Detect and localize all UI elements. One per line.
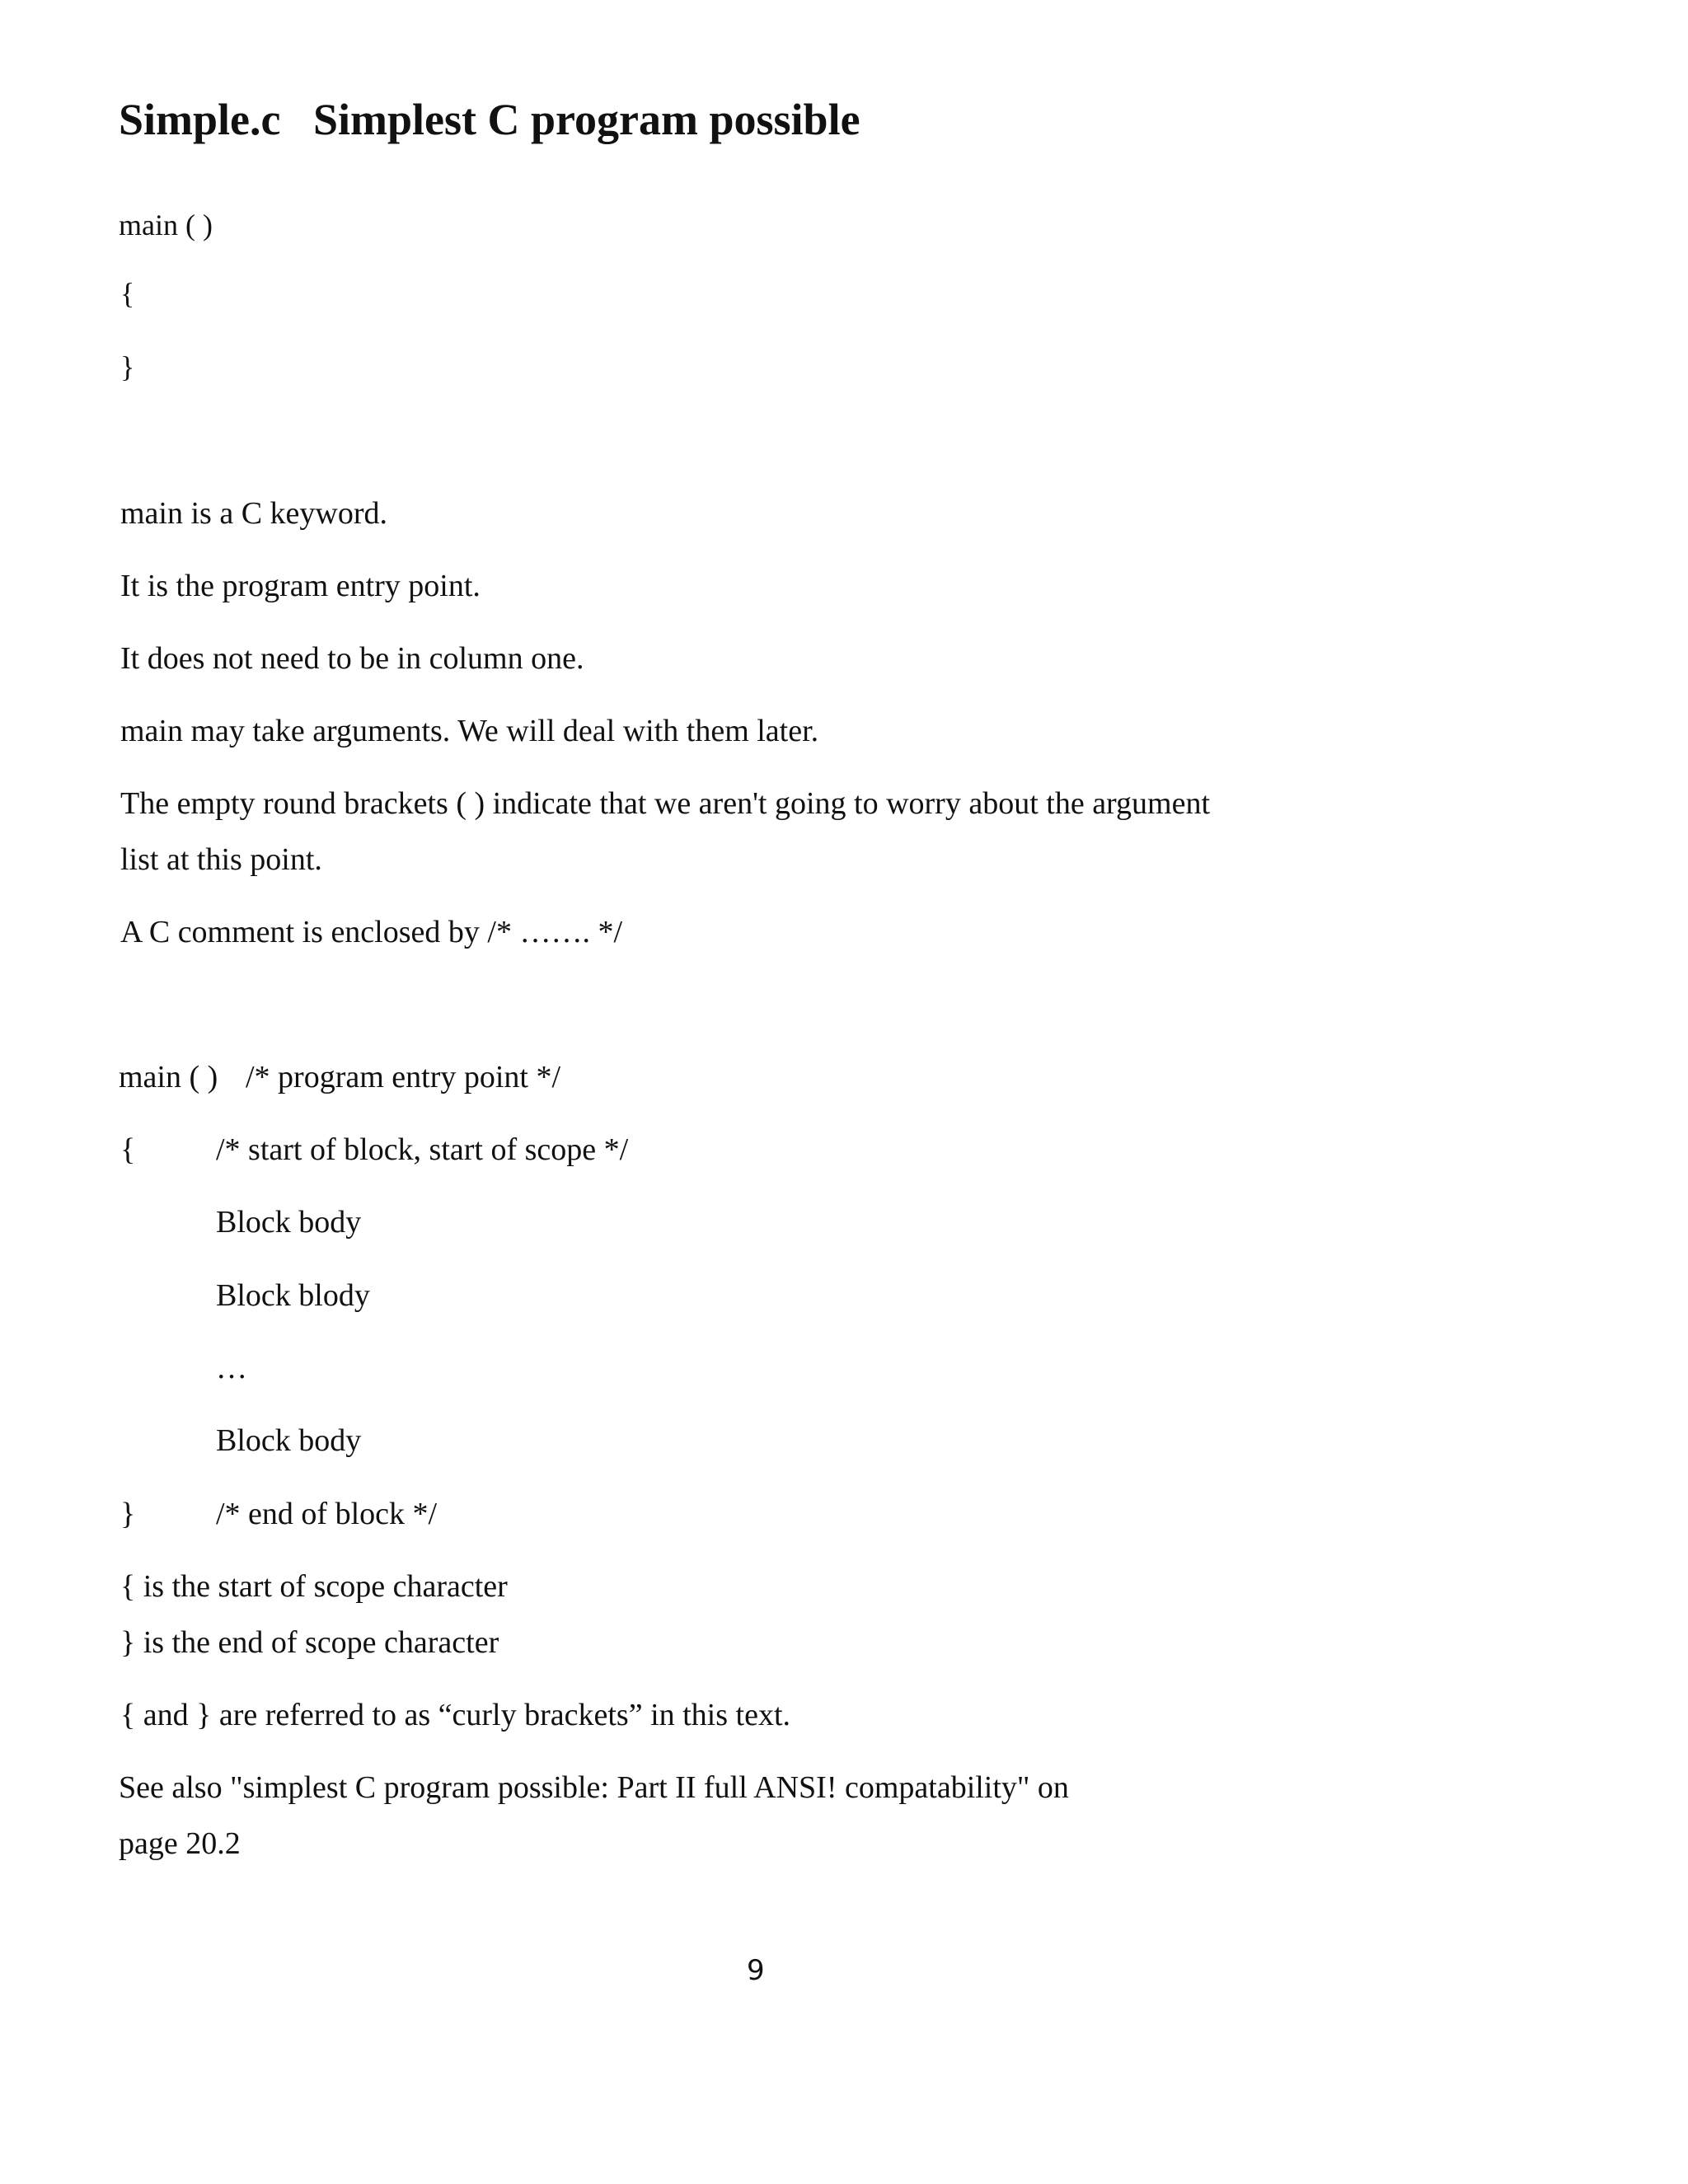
note-line: list at this point.	[120, 842, 322, 877]
code1-line-close-brace: }	[120, 350, 135, 383]
scope-note-line: { is the start of scope character	[120, 1569, 508, 1604]
scope-note-line: page 20.2	[119, 1826, 241, 1861]
code2-block-ellipsis: …	[216, 1351, 247, 1385]
code2-main: main ( )	[119, 1060, 218, 1094]
scope-note-line: } is the end of scope character	[120, 1625, 499, 1660]
title-heading: Simplest C program possible	[313, 95, 860, 144]
scope-note-line: { and } are referred to as “curly brackets” in this text.	[120, 1698, 791, 1732]
code2-block-line: Block body	[216, 1423, 362, 1458]
code2-open-brace: {	[120, 1132, 136, 1167]
code1-line-main: main ( )	[119, 209, 213, 241]
code1-line-open-brace: {	[120, 277, 135, 310]
code2-open-brace-comment: /* start of block, start of scope */	[216, 1132, 629, 1167]
code2-close-brace: }	[120, 1497, 136, 1531]
title-filename: Simple.c	[119, 95, 281, 144]
page-number: 9	[747, 1954, 765, 1987]
code2-close-brace-comment: /* end of block */	[216, 1497, 438, 1531]
note-line: A C comment is enclosed by /* ……. */	[120, 915, 623, 949]
note-line: main may take arguments. We will deal with them later.	[120, 714, 819, 748]
note-line: main is a C keyword.	[120, 496, 388, 531]
scope-note-line: See also "simplest C program possible: Part II full ANSI! compatability" on	[119, 1770, 1069, 1805]
code2-block-line: Block body	[216, 1205, 362, 1240]
note-line: It is the program entry point.	[120, 569, 481, 603]
note-line: The empty round brackets ( ) indicate that we aren't going to worry about the argument	[120, 786, 1211, 821]
code2-main-comment: /* program entry point */	[246, 1060, 561, 1094]
code2-block-line: Block blody	[216, 1278, 370, 1313]
note-line: It does not need to be in column one.	[120, 641, 584, 676]
